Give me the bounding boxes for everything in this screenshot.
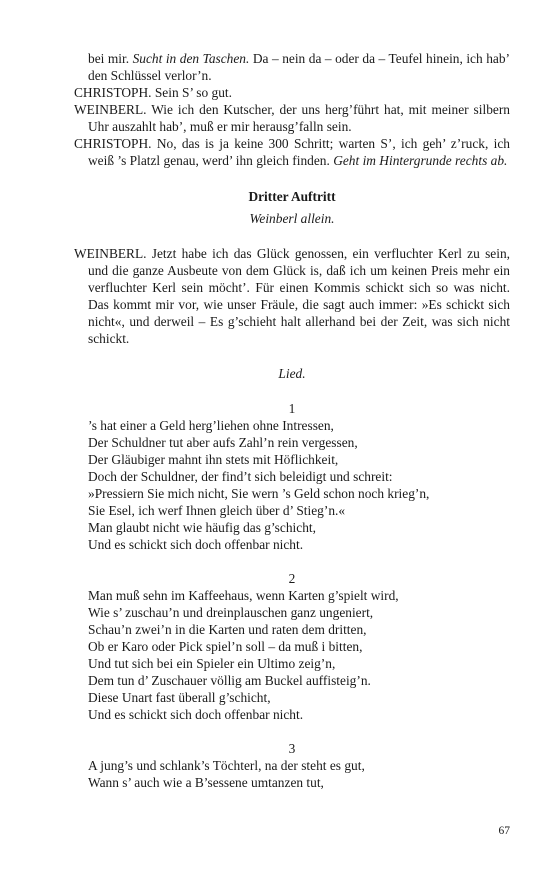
verse-line: »Pressiern Sie mich nicht, Sie wern ’s Geld schon noch krieg’n, (88, 486, 430, 501)
speech-weinberl-1: WEINBERL. Wie ich den Kutscher, der uns herg’führt hat, mit meiner silbern Uhr auszahlt hab’, muß er mir herausg’falln sein. (74, 102, 510, 134)
verse-line: Dem tun d’ Zuschauer völlig am Buckel auffisteig’n. (88, 673, 371, 688)
page-body (74, 50, 510, 791)
verse-line: ’s hat einer a Geld herg’liehen ohne Intressen, (88, 418, 334, 433)
stanza-number: 3 (288, 741, 296, 756)
speech-christoph-1: CHRISTOPH. Sein S’ so gut. (74, 85, 232, 100)
speech-text: Da – nein da – oder da – Teufel hinein, ich hab’ den Schlüssel verlor’n. (88, 51, 510, 83)
stanza-1 (74, 400, 510, 553)
verse-line: Wann s’ auch wie a B’sessene umtanzen tut, (88, 775, 324, 790)
verse-line: A jung’s und schlank’s Töchterl, na der steht es gut, (88, 758, 365, 773)
speech-christoph-2 (74, 135, 510, 169)
verse-line: Und tut sich bei ein Spieler ein Ultimo zeig’n, (88, 656, 336, 671)
verse-line: Sie Esel, ich werf Ihnen gleich über d’ Stieg’n.« (88, 503, 346, 518)
verse-line: Und es schickt sich doch offenbar nicht. (88, 707, 304, 722)
verse-line: Diese Unart fast überall g’schicht, (88, 690, 271, 705)
stage-direction: Geht im Hintergrunde rechts ab. (333, 153, 508, 168)
stanza-number: 1 (288, 401, 296, 416)
verse-line: Der Gläubiger mahnt ihn stets mit Höflichkeit, (88, 452, 339, 467)
stage-direction: Sucht in den Taschen. (132, 51, 250, 66)
verse-line: Und es schickt sich doch offenbar nicht. (88, 537, 304, 552)
scene-title: Dritter Auftritt (248, 189, 336, 204)
verse-line: Der Schuldner tut aber aufs Zahl’n rein vergessen, (88, 435, 358, 450)
verse-lines (74, 757, 510, 791)
stanza-2 (74, 570, 510, 723)
speech-text: bei mir. (88, 51, 133, 66)
verse-lines (74, 587, 510, 723)
speech-weinberl-monologue: WEINBERL. Jetzt habe ich das Glück genossen, ein verfluchter Kerl zu sein, und die ganze Ausbeute von dem Glück is, daß ich um keinen Preis mehr ein verfluchter Kerl sein möcht’. Für einen Kommis schickt sich so was nicht. Das kommt mir vor, wie unser Fräule, die sagt auch immer: »Es schickt sich nicht«, und derweil – Es g’schieht halt allerhand bei der Zeit, was sich nicht schickt. (74, 246, 510, 346)
page-number: 67 (498, 825, 510, 837)
speech-continuation (74, 50, 510, 84)
stanza-3 (74, 740, 510, 791)
scene-subtitle: Weinberl allein. (249, 211, 335, 226)
verse-lines (74, 417, 510, 553)
verse-line: Schau’n zwei’n in die Karten und raten dem dritten, (88, 622, 367, 637)
speech-text: CHRISTOPH. No, das is ja keine 300 Schritt; warten S’, ich geh’ z’ruck, ich weiß ’s Platzl genau, werd’ ihn gleich finden. (74, 136, 510, 168)
verse-line: Man glaubt nicht wie häufig das g’schicht, (88, 520, 316, 535)
verse-line: Ob er Karo oder Pick spiel’n soll – da muß i bitten, (88, 639, 363, 654)
verse-line: Man muß sehn im Kaffeehaus, wenn Karten g’spielt wird, (88, 588, 399, 603)
verse-line: Wie s’ zuschau’n und dreinplauschen ganz ungeniert, (88, 605, 374, 620)
stanza-number: 2 (288, 571, 296, 586)
song-title: Lied. (278, 366, 306, 381)
verse-line: Doch der Schuldner, der find’t sich beleidigt und schreit: (88, 469, 393, 484)
